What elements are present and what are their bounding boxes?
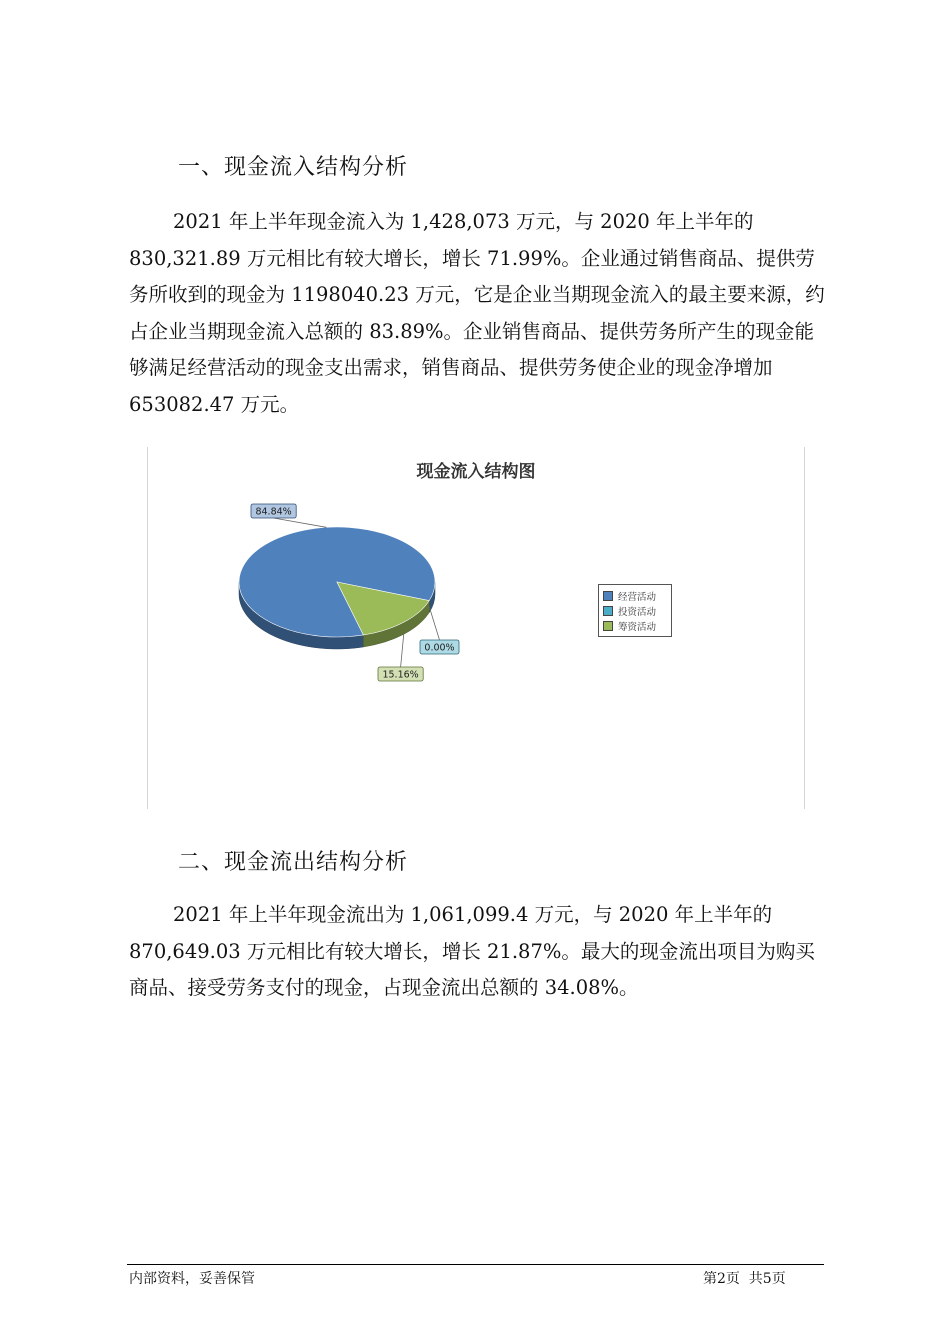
data-label-leader-1 [429, 607, 439, 640]
section2-heading: 二、现金流出结构分析 [178, 850, 409, 875]
data-label-leader-2 [401, 634, 404, 667]
legend-item-financing [603, 618, 667, 633]
legend-label-operating: 经营活动 [618, 591, 657, 603]
footer-confidential-note: 内部资料，妥善保管 [129, 1271, 255, 1287]
legend-swatch-investing [603, 606, 613, 616]
chart-legend [598, 584, 672, 637]
data-label-1: 0.00% [424, 642, 455, 654]
legend-label-investing: 投资活动 [618, 606, 657, 618]
chart-title: 现金流入结构图 [416, 462, 536, 482]
legend-swatch-operating [603, 591, 613, 601]
section1-paragraph: 2021 年上半年现金流入为 1,428,073 万元，与 2020 年上半年的 830,321.89 万元相比有较大增长，增长 71.99%。企业通过销售商品、提供劳务所收到的现金为 1198040.23 万元，它是企业当期现金流入的最主要来源，约占企业当期现金流入总额的 83.89%。企业销售商品、提供劳务所产生的现金能够满足经营活动的现金支出需求，销售商品、提供劳务使企业的现金净增加 653082.47 万元。 [129, 210, 825, 416]
data-label-leader-0 [274, 518, 327, 527]
cash-inflow-chart [147, 447, 805, 809]
data-label-0: 84.84% [255, 506, 292, 518]
legend-item-operating [603, 588, 667, 603]
legend-item-investing [603, 603, 667, 618]
legend-label-financing: 筹资活动 [618, 621, 657, 633]
pie-chart-svg [148, 447, 804, 809]
data-label-2: 15.16% [382, 669, 419, 681]
footer-page-number: 第2页 共5页 [703, 1271, 786, 1287]
footer-divider [127, 1264, 824, 1265]
section2-paragraph: 2021 年上半年现金流出为 1,061,099.4 万元，与 2020 年上半年的 870,649.03 万元相比有较大增长，增长 21.87%。最大的现金流出项目为购买商品、接受劳务支付的现金，占现金流出总额的 34.08%。 [129, 903, 815, 999]
section1-heading: 一、现金流入结构分析 [178, 155, 409, 180]
legend-swatch-financing [603, 621, 613, 631]
